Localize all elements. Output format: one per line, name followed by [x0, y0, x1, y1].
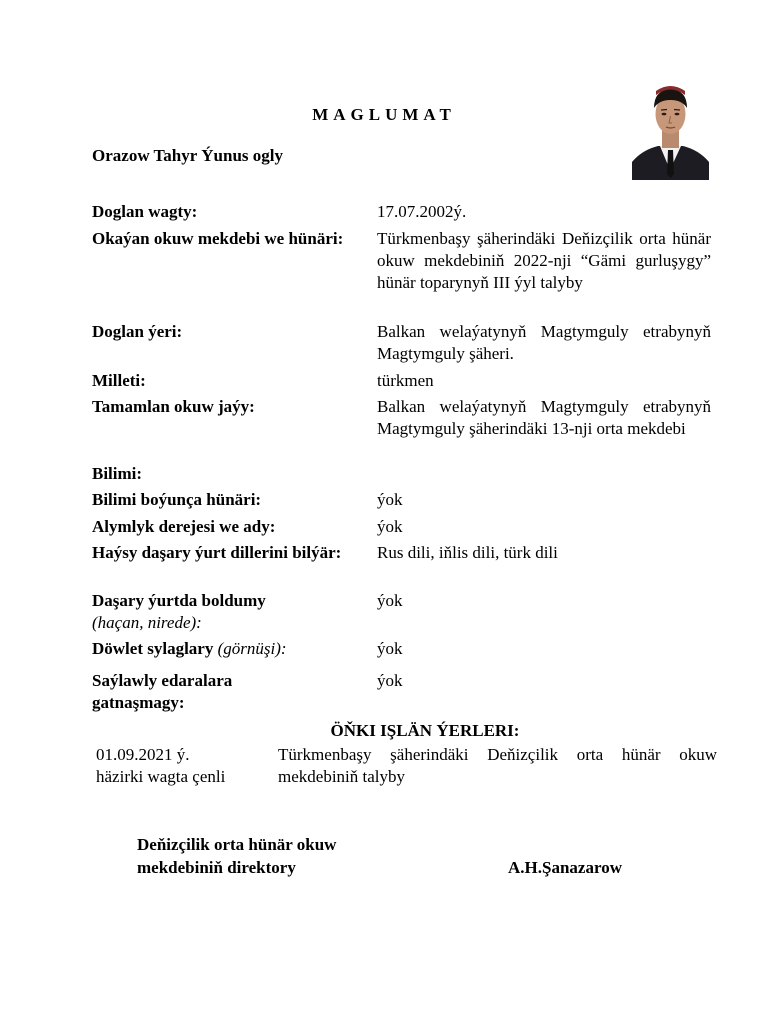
work-period-end: häzirki wagta çenli	[96, 767, 226, 786]
field-label-specialty: Bilimi boýunça hünäri:	[92, 490, 262, 509]
field-label-education: Bilimi:	[92, 464, 143, 483]
field-value-abroad: ýok	[377, 591, 403, 610]
work-period	[96, 744, 225, 788]
field-label-abroad-text: Daşary ýurtda boldumy	[92, 591, 266, 610]
field-value-elected-bodies: ýok	[377, 671, 403, 690]
field-label-school: Okaýan okuw mekdebi we hünäri:	[92, 229, 344, 248]
field-value-birth-place: Balkan welaýatynyň Magtymguly etrabynyň Magtymguly şäheri.	[377, 322, 711, 363]
field-label-nationality: Milleti:	[92, 371, 146, 390]
field-value-school: Türkmenbaşy şäherindäki Deňizçilik orta hünär okuw mekdebiniň 2022-nji “Gämi gurluşygy” hünär toparynyň III ýyl talyby	[377, 229, 711, 292]
person-name: Orazow Tahyr Ýunus ogly	[92, 146, 283, 165]
field-label-foreign-languages: Haýsy daşary ýurt dillerini bilýär:	[92, 543, 342, 562]
signature-position-line2: mekdebiniň direktory	[137, 858, 296, 877]
field-value-state-awards: ýok	[377, 639, 403, 658]
field-label-abroad	[92, 590, 362, 634]
field-value-nationality: türkmen	[377, 371, 434, 390]
field-label-awards-text: Döwlet sylaglary	[92, 639, 214, 658]
field-value-birth-date: 17.07.2002ý.	[377, 202, 467, 221]
field-value-academic-degree: ýok	[377, 517, 403, 536]
field-label-awards-note: (görnüşi):	[217, 639, 287, 658]
field-label-abroad-note: (haçan, nirede):	[92, 613, 202, 632]
work-period-start: 01.09.2021 ý.	[96, 745, 190, 764]
signature-position-line1: Deňizçilik orta hünär okuw	[137, 835, 337, 854]
work-description: Türkmenbaşy şäherindäki Deňizçilik orta hünär okuw mekdebiniň talyby	[278, 745, 717, 786]
field-label-birth-date: Doglan wagty:	[92, 202, 198, 221]
field-value-graduated-school: Balkan welaýatynyň Magtymguly etrabynyň Magtymguly şäherindäki 13-nji orta mekdebi	[377, 397, 711, 438]
field-label-academic-degree: Alymlyk derejesi we ady:	[92, 517, 276, 536]
document-title: MAGLUMAT	[312, 105, 456, 124]
signature-position	[137, 833, 336, 879]
signature-name: A.H.Şanazarow	[508, 858, 622, 877]
field-label-graduated-school: Tamamlan okuw jaýy:	[92, 397, 255, 416]
work-history-heading: ÖŇKI IŞLÄN ÝERLERI:	[330, 721, 520, 740]
field-label-state-awards	[92, 638, 372, 660]
field-value-specialty: ýok	[377, 490, 403, 509]
field-label-elected-bodies: Saýlawly edaralara gatnaşmagy:	[92, 671, 233, 712]
field-value-foreign-languages: Rus dili, iňlis dili, türk dili	[377, 543, 558, 562]
field-label-birth-place: Doglan ýeri:	[92, 322, 183, 341]
portrait-photo	[632, 78, 709, 180]
